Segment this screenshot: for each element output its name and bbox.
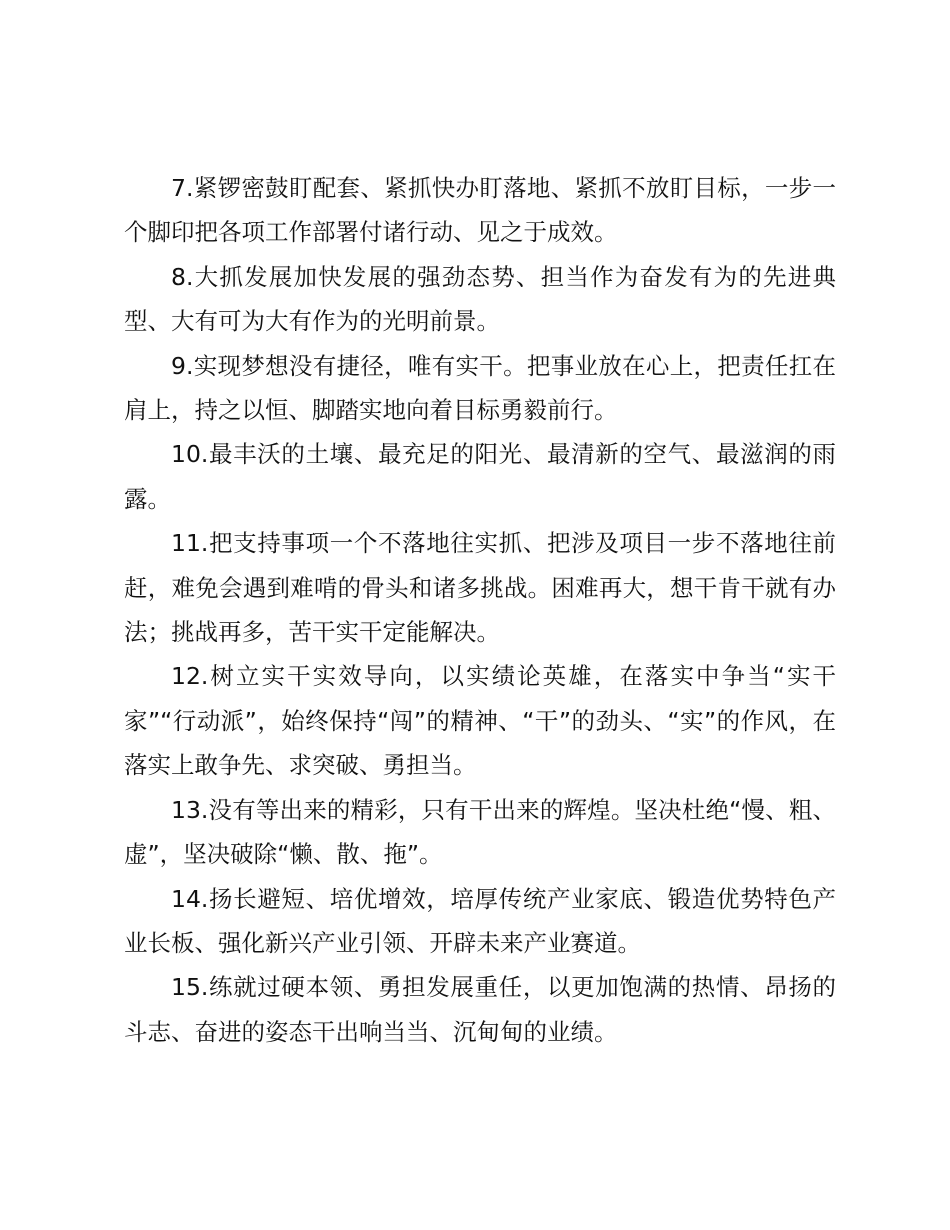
paragraph-7: 7.紧锣密鼓盯配套、紧抓快办盯落地、紧抓不放盯目标，一步一个脚印把各项工作部署付诸行动、见之于成效。 [124, 174, 836, 247]
paragraph-13: 13.没有等出来的精彩，只有干出来的辉煌。坚决杜绝“慢、粗、虚”，坚决破除“懒、散、拖”。 [124, 795, 836, 869]
paragraph-10: 10.最丰沃的土壤、最充足的阳光、最清新的空气、最滋润的雨露。 [124, 440, 836, 513]
document-body [124, 166, 836, 1054]
paragraph-8: 8.大抓发展加快发展的强劲态势、担当作为奋发有为的先进典型、大有可为大有作为的光明前景。 [124, 262, 836, 336]
paragraph-9: 9.实现梦想没有捷径，唯有实干。把事业放在心上，把责任扛在肩上，持之以恒、脚踏实地向着目标勇毅前行。 [124, 351, 836, 425]
paragraph-11: 11.把支持事项一个不落地往实抓、把涉及项目一步不落地往前赶，难免会遇到难啃的骨头和诸多挑战。困难再大，想干肯干就有办法；挑战再多，苦干实干定能解决。 [124, 529, 836, 647]
paragraph-12: 12.树立实干实效导向，以实绩论英雄，在落实中争当“实干家”“行动派”，始终保持“闯”的精神、“干”的劲头、“实”的作风，在落实上敢争先、求突破、勇担当。 [124, 662, 836, 780]
paragraph-14: 14.扬长避短、培优增效，培厚传统产业家底、锻造优势特色产业长板、强化新兴产业引领、开辟未来产业赛道。 [124, 884, 836, 957]
paragraph-15: 15.练就过硬本领、勇担发展重任，以更加饱满的热情、昂扬的斗志、奋进的姿态干出响当当、沉甸甸的业绩。 [124, 973, 836, 1046]
